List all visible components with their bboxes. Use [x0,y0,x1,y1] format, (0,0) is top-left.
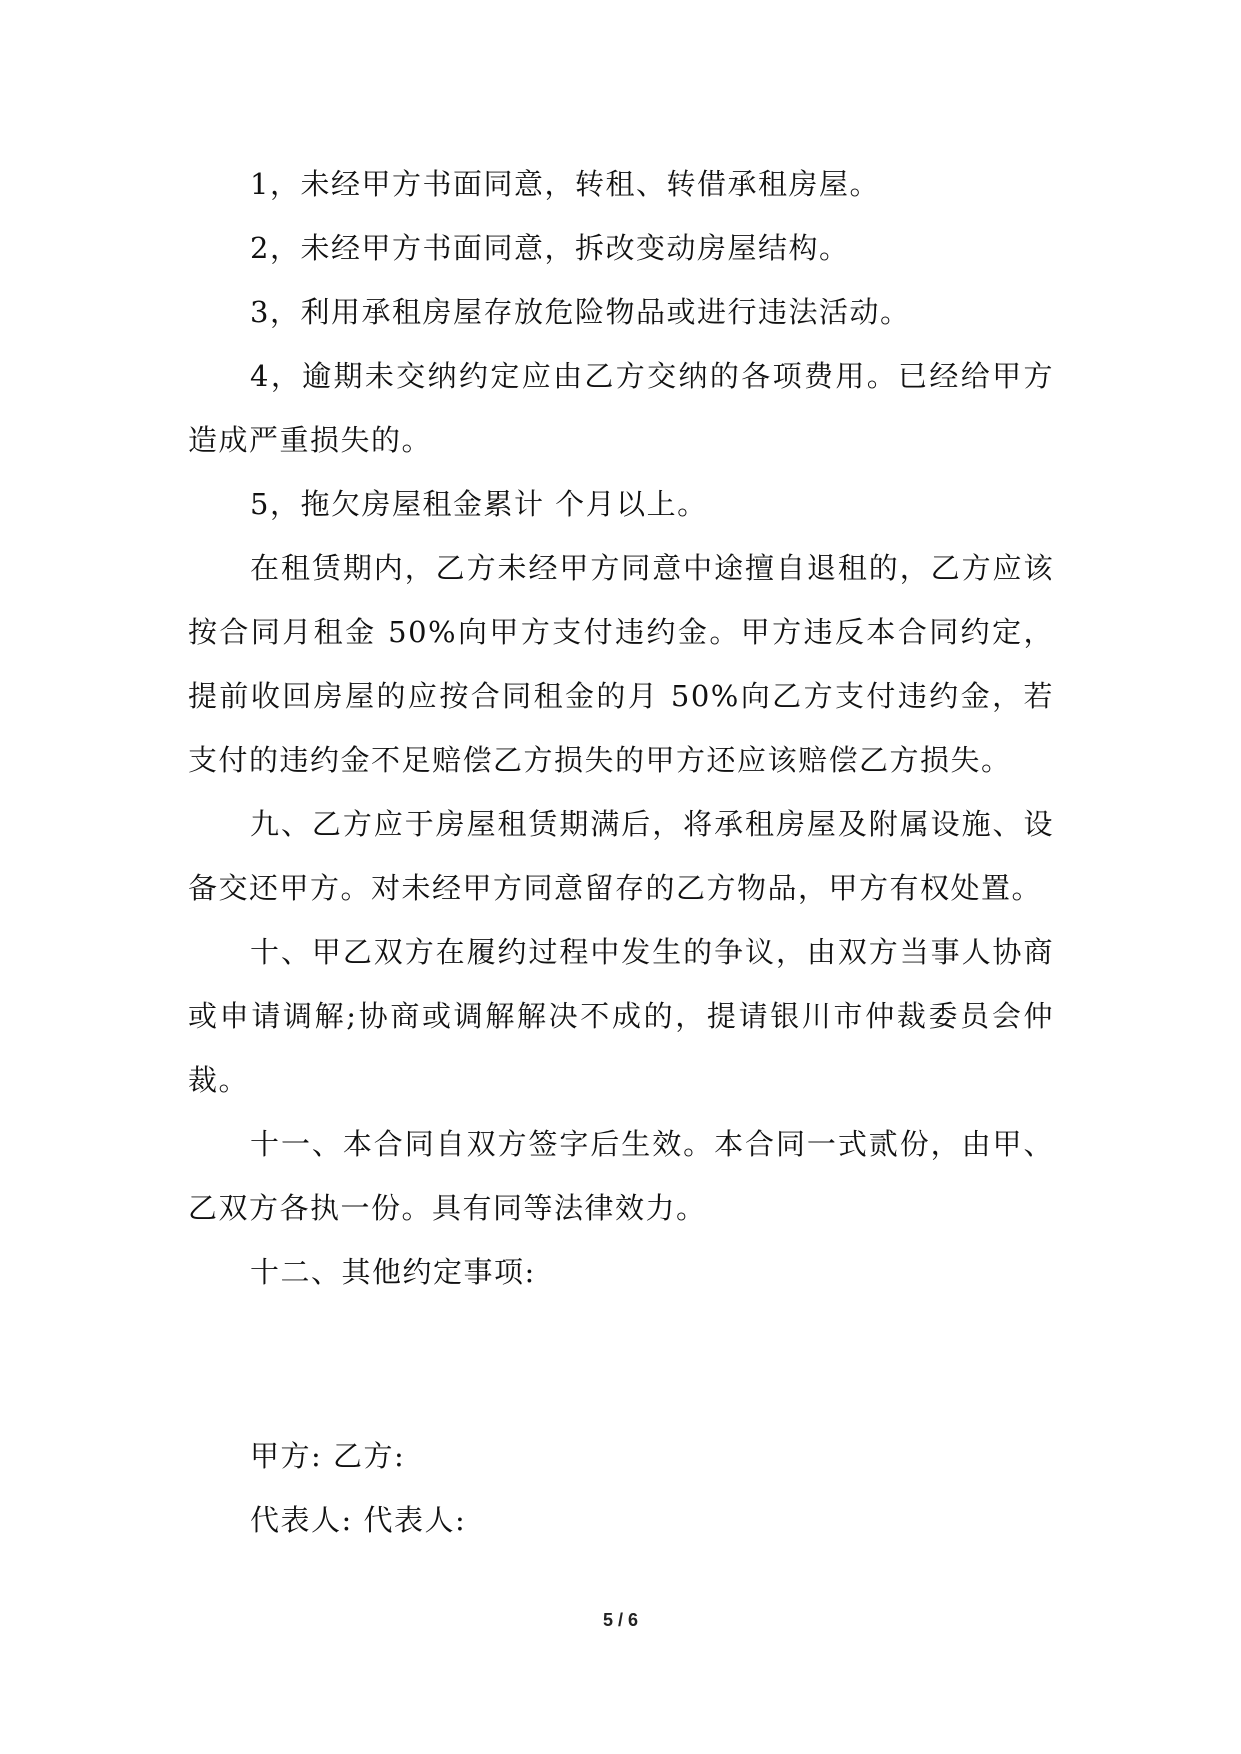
clause-item-4: 4，逾期未交纳约定应由乙方交纳的各项费用。已经给甲方造成严重损失的。 [188,359,1054,457]
page-number: 5 / 6 [602,1610,639,1630]
clause-item-5: 5，拖欠房屋租金累计 个月以上。 [250,487,708,521]
clause-item-1: 1，未经甲方书面同意，转租、转借承租房屋。 [250,167,880,201]
penalty-paragraph: 在租赁期内，乙方未经甲方同意中途擅自退租的，乙方应该按合同月租金 50%向甲方支付违约金。甲方违反本合同约定，提前收回房屋的应按合同租金的月 50%向乙方支付违约金，若支付的违约金不足赔偿乙方损失的甲方还应该赔偿乙方损失。 [188,551,1054,777]
clause-item-2: 2，未经甲方书面同意，拆改变动房屋结构。 [250,231,850,265]
blank-space [188,1304,1054,1424]
signature-parties: 甲方: 乙方: [250,1439,406,1473]
signature-representatives: 代表人: 代表人: [250,1503,467,1537]
document-body [188,152,1054,1552]
clause-ten: 十、甲乙双方在履约过程中发生的争议，由双方当事人协商或申请调解;协商或调解解决不成的，提请银川市仲裁委员会仲裁。 [188,935,1054,1097]
clause-nine: 九、乙方应于房屋租赁期满后，将承租房屋及附属设施、设备交还甲方。对未经甲方同意留存的乙方物品，甲方有权处置。 [188,807,1054,905]
clause-item-3: 3，利用承租房屋存放危险物品或进行违法活动。 [250,295,911,329]
clause-twelve: 十二、其他约定事项: [250,1255,536,1289]
clause-eleven: 十一、本合同自双方签字后生效。本合同一式贰份，由甲、乙双方各执一份。具有同等法律效力。 [188,1127,1054,1225]
